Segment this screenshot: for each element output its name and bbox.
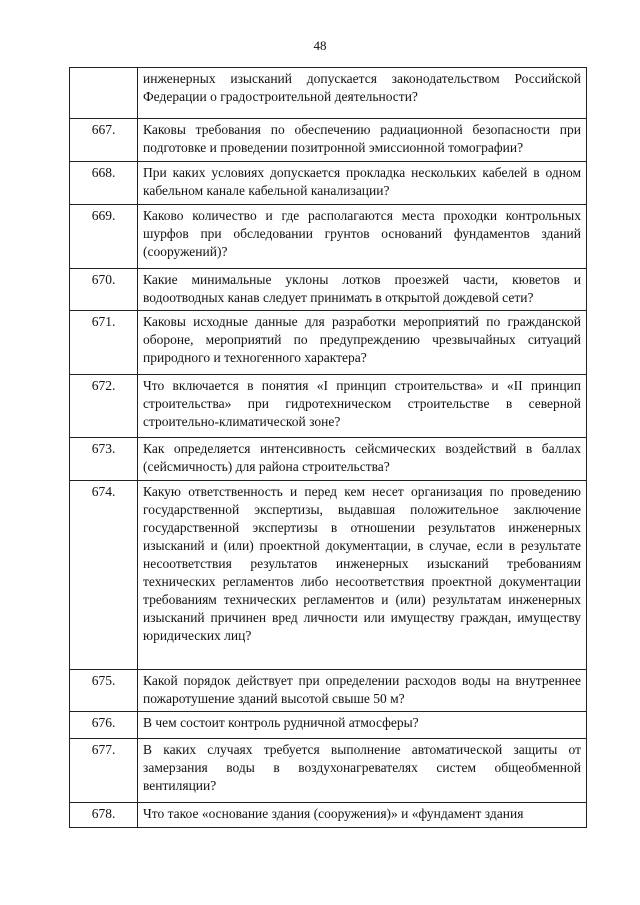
question-number: 675.	[70, 670, 138, 712]
question-text: В чем состоит контроль рудничной атмосферы?	[138, 712, 587, 739]
question-number: 671.	[70, 311, 138, 375]
table-row	[70, 712, 587, 739]
question-number: 672.	[70, 375, 138, 438]
question-number: 677.	[70, 739, 138, 803]
table-row	[70, 119, 587, 162]
question-number: 678.	[70, 803, 138, 828]
question-text: В каких случаях требуется выполнение автоматической защиты от замерзания воды в воздухонагревателях систем общеобменной вентиляции?	[138, 739, 587, 803]
question-number: 673.	[70, 438, 138, 481]
table-row	[70, 269, 587, 311]
questions-table	[69, 67, 587, 828]
question-number: 668.	[70, 162, 138, 205]
question-text: Каковы требования по обеспечению радиационной безопасности при подготовке и проведении позитронной эмиссионной томографии?	[138, 119, 587, 162]
question-number: 670.	[70, 269, 138, 311]
question-number: 667.	[70, 119, 138, 162]
table-row	[70, 162, 587, 205]
question-text: При каких условиях допускается прокладка нескольких кабелей в одном кабельном канале кабельной канализации?	[138, 162, 587, 205]
question-number: 676.	[70, 712, 138, 739]
question-number: 674.	[70, 481, 138, 670]
question-text: Какие минимальные уклоны лотков проезжей части, кюветов и водоотводных канав следует принимать в открытой дождевой сети?	[138, 269, 587, 311]
question-number: 669.	[70, 205, 138, 269]
table-row	[70, 311, 587, 375]
table-row	[70, 670, 587, 712]
question-text: Какой порядок действует при определении расходов воды на внутреннее пожаротушение зданий высотой свыше 50 м?	[138, 670, 587, 712]
table-row	[70, 481, 587, 670]
question-text: Каково количество и где располагаются места проходки контрольных шурфов при обследовании грунтов оснований фундаментов зданий (сооружений)?	[138, 205, 587, 269]
table-row	[70, 375, 587, 438]
page-number: 48	[313, 38, 327, 53]
question-text: Что включается в понятия «I принцип строительства» и «II принцип строительства» при гидротехническом строительстве в северной строительно-климатической зоне?	[138, 375, 587, 438]
question-text: Как определяется интенсивность сейсмических воздействий в баллах (сейсмичность) для района строительства?	[138, 438, 587, 481]
question-number	[70, 68, 138, 119]
table-row	[70, 739, 587, 803]
question-text: Какую ответственность и перед кем несет организация по проведению государственной экспертизы, выдавшая положительное заключение государственной экспертизы в отношении результатов инженерных изысканий и (или) проектной документации, в случае, если в результате несоответствия результатов инженерных изысканий требованиям технических регламентов либо несоответствия проектной документации требованиям технических регламентов и (или) результатам инженерных изысканий причинен вред личности или имуществу граждан, имуществу юридических лиц?	[138, 481, 587, 670]
table-row	[70, 803, 587, 828]
question-text: инженерных изысканий допускается законодательством Российской Федерации о градостроительной деятельности?	[138, 68, 587, 119]
question-text: Что такое «основание здания (сооружения)» и «фундамент здания	[138, 803, 587, 828]
table-row	[70, 205, 587, 269]
table-row	[70, 438, 587, 481]
question-text: Каковы исходные данные для разработки мероприятий по гражданской обороне, мероприятий по предупреждению чрезвычайных ситуаций природного и техногенного характера?	[138, 311, 587, 375]
table-row	[70, 68, 587, 119]
